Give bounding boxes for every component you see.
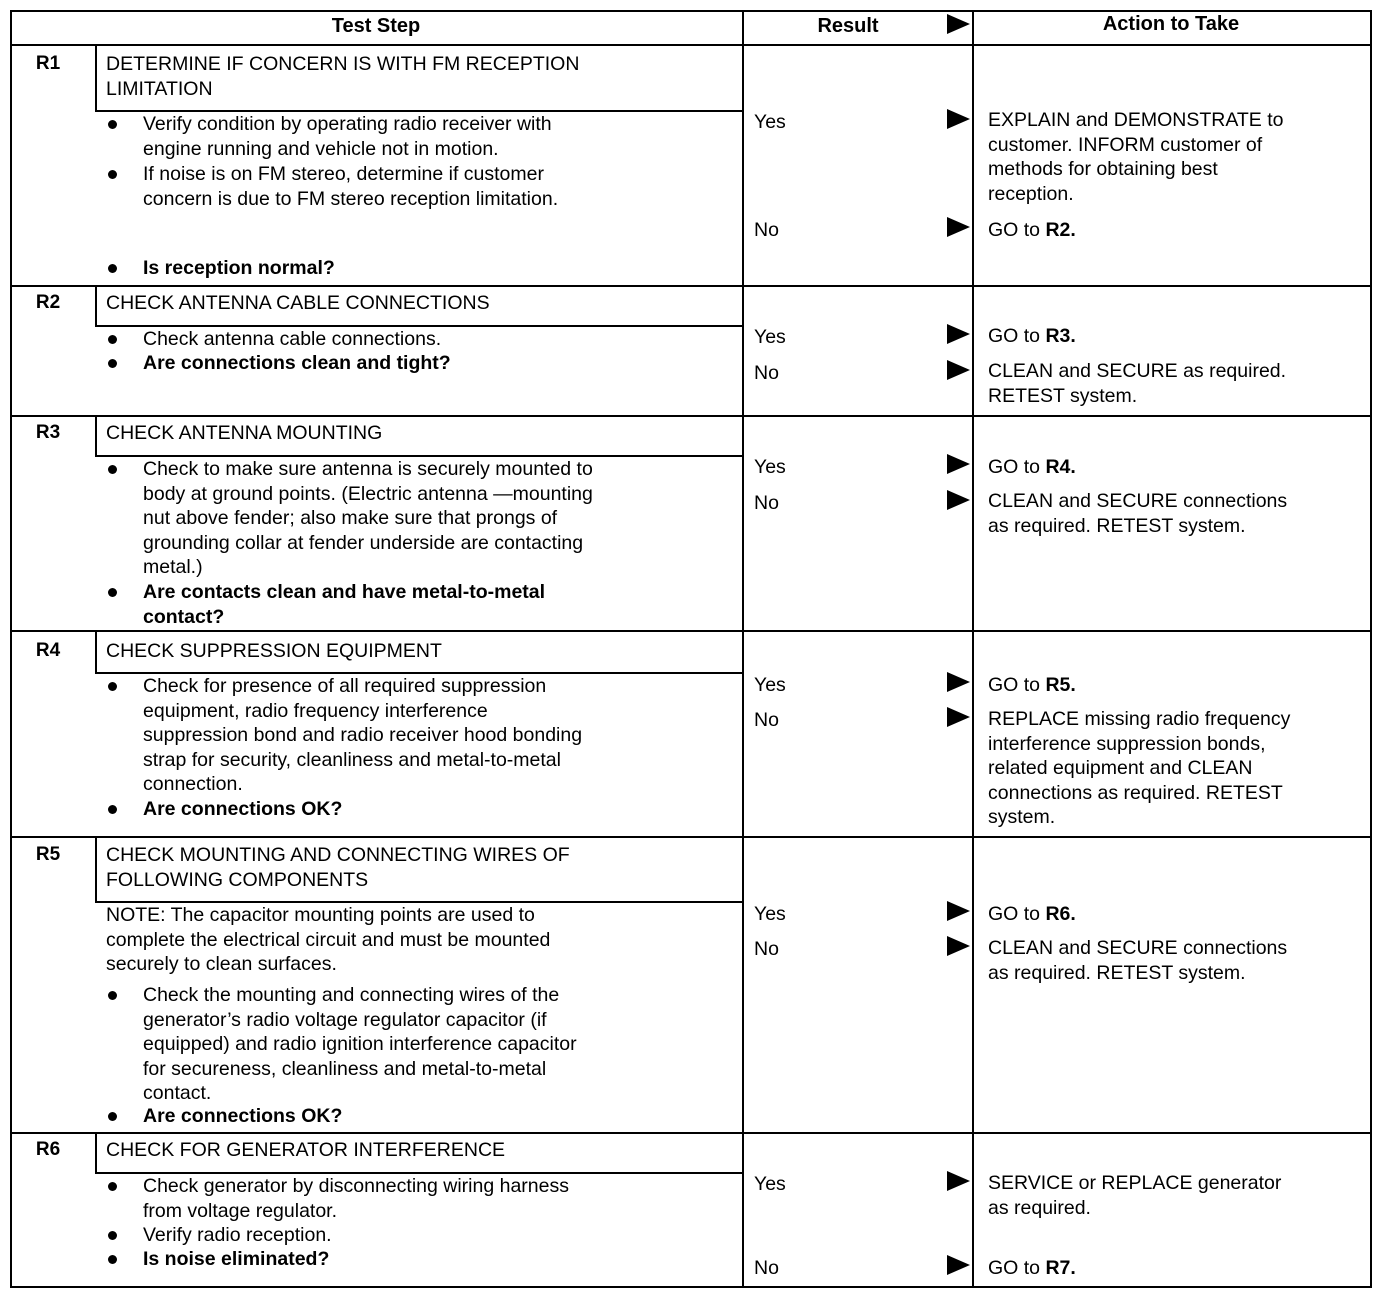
action-segment: GO to bbox=[988, 1257, 1046, 1279]
action-text bbox=[988, 157, 1218, 182]
step-instruction: suppression bond and radio receiver hood bonding bbox=[143, 724, 583, 746]
rule-line bbox=[10, 1286, 1372, 1288]
step-instruction: strap for security, cleanliness and metal-to-metal bbox=[143, 748, 561, 771]
bullet-icon bbox=[108, 682, 117, 691]
action-text bbox=[988, 359, 1286, 384]
result-yes: Yes bbox=[754, 456, 786, 478]
action-text bbox=[988, 133, 1262, 158]
rule-line bbox=[10, 285, 1372, 287]
action-text bbox=[988, 756, 1253, 781]
rule-line bbox=[742, 10, 744, 1286]
header-action: Action to Take bbox=[1102, 13, 1240, 35]
step-id: R4 bbox=[35, 640, 61, 661]
header-test-step: Test Step bbox=[331, 15, 421, 37]
action-text bbox=[988, 673, 1076, 698]
step-instruction: Check generator by disconnecting wiring harness bbox=[143, 1175, 569, 1197]
result-yes: Yes bbox=[754, 111, 786, 133]
action-segment: methods for obtaining best bbox=[988, 158, 1218, 180]
bullet-icon bbox=[108, 805, 117, 814]
bullet-icon bbox=[108, 991, 117, 1000]
bullet-icon bbox=[108, 335, 117, 344]
step-title: FOLLOWING COMPONENTS bbox=[106, 868, 369, 891]
action-segment: GO to bbox=[988, 903, 1046, 925]
action-segment: EXPLAIN and DEMONSTRATE to bbox=[988, 109, 1284, 131]
result-yes: Yes bbox=[754, 326, 786, 348]
bullet-icon bbox=[108, 465, 117, 474]
result-yes: Yes bbox=[754, 903, 786, 925]
step-question: Are contacts clean and have metal-to-metal bbox=[143, 581, 546, 603]
step-question: Are connections OK? bbox=[143, 1105, 343, 1127]
rule-line bbox=[95, 285, 97, 325]
bullet-icon bbox=[108, 588, 117, 597]
header-arrow-icon bbox=[947, 14, 970, 34]
step-id: R3 bbox=[35, 422, 61, 443]
action-segment: REPLACE missing radio frequency bbox=[988, 708, 1291, 730]
action-segment: RETEST system. bbox=[988, 384, 1138, 407]
step-reference: R2. bbox=[1045, 219, 1076, 241]
bullet-icon bbox=[108, 120, 117, 129]
step-instruction: engine running and vehicle not in motion. bbox=[143, 137, 499, 160]
action-text bbox=[988, 805, 1055, 830]
arrow-right-icon bbox=[947, 901, 970, 921]
action-text bbox=[988, 902, 1076, 927]
rule-line bbox=[95, 836, 97, 901]
step-instruction: for secureness, cleanliness and metal-to-metal bbox=[143, 1057, 547, 1080]
step-instruction: equipped) and radio ignition interference capacitor bbox=[143, 1033, 577, 1055]
rule-line bbox=[10, 1132, 1372, 1134]
result-no: No bbox=[754, 219, 779, 241]
step-title: CHECK MOUNTING AND CONNECTING WIRES OF bbox=[106, 844, 570, 866]
bullet-icon bbox=[108, 264, 117, 273]
bullet-icon bbox=[108, 170, 117, 179]
header-result: Result bbox=[817, 15, 879, 37]
step-instruction: If noise is on FM stereo, determine if customer bbox=[143, 163, 544, 185]
bullet-icon bbox=[108, 359, 117, 368]
step-instruction: Verify condition by operating radio receiver with bbox=[143, 113, 552, 135]
bullet-icon bbox=[108, 1112, 117, 1121]
action-text bbox=[988, 1171, 1281, 1196]
step-reference: R3. bbox=[1045, 325, 1076, 347]
rule-line bbox=[10, 415, 1372, 417]
result-no: No bbox=[754, 1257, 779, 1279]
action-segment: GO to bbox=[988, 219, 1046, 241]
step-reference: R6. bbox=[1045, 903, 1076, 925]
action-text bbox=[988, 732, 1266, 757]
action-segment: as required. RETEST system. bbox=[988, 961, 1246, 984]
step-title: CHECK ANTENNA CABLE CONNECTIONS bbox=[106, 292, 490, 314]
result-no: No bbox=[754, 492, 779, 514]
action-segment: GO to bbox=[988, 674, 1046, 696]
step-id: R1 bbox=[35, 53, 61, 74]
action-text bbox=[988, 961, 1246, 986]
action-text bbox=[988, 781, 1283, 806]
step-note: complete the electrical circuit and must be mounted bbox=[106, 928, 551, 951]
step-instruction: generator’s radio voltage regulator capacitor (if bbox=[143, 1008, 547, 1031]
action-text bbox=[988, 384, 1137, 409]
action-segment: customer. INFORM customer of bbox=[988, 133, 1263, 156]
step-question: Are connections OK? bbox=[143, 798, 343, 820]
action-text bbox=[988, 489, 1287, 514]
action-segment: interference suppression bonds, bbox=[988, 732, 1266, 755]
step-title: CHECK SUPPRESSION EQUIPMENT bbox=[106, 640, 442, 662]
action-text bbox=[988, 514, 1246, 539]
arrow-right-icon bbox=[947, 360, 970, 380]
step-instruction: concern is due to FM stereo reception limitation. bbox=[143, 187, 559, 210]
result-yes: Yes bbox=[754, 1173, 786, 1195]
arrow-right-icon bbox=[947, 936, 970, 956]
rule-line bbox=[95, 415, 97, 455]
action-segment: as required. RETEST system. bbox=[988, 514, 1246, 537]
action-segment: connections as required. RETEST bbox=[988, 781, 1283, 804]
rule-line bbox=[10, 10, 1372, 12]
step-instruction: Check the mounting and connecting wires of the bbox=[143, 984, 560, 1006]
step-note: securely to clean surfaces. bbox=[106, 953, 337, 975]
step-id: R5 bbox=[35, 844, 61, 865]
rule-line bbox=[10, 10, 12, 1288]
step-instruction: equipment, radio frequency interference bbox=[143, 699, 488, 722]
step-question: contact? bbox=[143, 605, 225, 628]
rule-line bbox=[10, 44, 1372, 46]
step-instruction: metal.) bbox=[143, 556, 203, 578]
step-title: LIMITATION bbox=[106, 77, 213, 100]
result-no: No bbox=[754, 362, 779, 384]
action-segment: reception. bbox=[988, 182, 1074, 205]
bullet-icon bbox=[108, 1182, 117, 1191]
action-segment: CLEAN and SECURE connections bbox=[988, 490, 1288, 512]
action-segment: system. bbox=[988, 806, 1056, 828]
rule-line bbox=[1370, 10, 1372, 1288]
step-question: Is reception normal? bbox=[143, 257, 335, 279]
step-title: CHECK FOR GENERATOR INTERFERENCE bbox=[106, 1139, 506, 1161]
arrow-right-icon bbox=[947, 109, 970, 129]
rule-line bbox=[10, 836, 1372, 838]
step-question: Are connections clean and tight? bbox=[143, 352, 451, 374]
action-segment: related equipment and CLEAN bbox=[988, 757, 1253, 779]
step-instruction: connection. bbox=[143, 773, 243, 795]
rule-line bbox=[95, 630, 97, 672]
step-instruction: grounding collar at fender underside are contacting bbox=[143, 531, 584, 554]
arrow-right-icon bbox=[947, 217, 970, 237]
action-segment: as required. bbox=[988, 1196, 1091, 1219]
step-question: Is noise eliminated? bbox=[143, 1248, 330, 1270]
step-instruction: Verify radio reception. bbox=[143, 1224, 332, 1246]
step-title: DETERMINE IF CONCERN IS WITH FM RECEPTION bbox=[106, 53, 580, 75]
result-no: No bbox=[754, 938, 779, 960]
step-instruction: from voltage regulator. bbox=[143, 1199, 338, 1222]
rule-line bbox=[95, 44, 97, 110]
action-segment: GO to bbox=[988, 325, 1046, 347]
arrow-right-icon bbox=[947, 324, 970, 344]
arrow-right-icon bbox=[947, 454, 970, 474]
step-instruction: contact. bbox=[143, 1082, 212, 1104]
action-text bbox=[988, 707, 1290, 732]
step-reference: R7. bbox=[1045, 1257, 1076, 1279]
step-instruction: Check to make sure antenna is securely mounted to bbox=[143, 458, 593, 480]
step-id: R6 bbox=[35, 1139, 61, 1160]
action-text bbox=[988, 936, 1287, 961]
step-instruction: nut above fender; also make sure that prongs of bbox=[143, 507, 558, 529]
action-text bbox=[988, 218, 1076, 243]
action-text bbox=[988, 1256, 1076, 1281]
action-segment: CLEAN and SECURE as required. bbox=[988, 360, 1287, 382]
step-instruction: body at ground points. (Electric antenna —mounting bbox=[143, 482, 593, 505]
step-instruction: Check antenna cable connections. bbox=[143, 328, 442, 350]
result-no: No bbox=[754, 709, 779, 731]
action-segment: SERVICE or REPLACE generator bbox=[988, 1172, 1282, 1194]
result-yes: Yes bbox=[754, 674, 786, 696]
action-text bbox=[988, 108, 1283, 133]
step-id: R2 bbox=[35, 292, 61, 313]
step-note: NOTE: The capacitor mounting points are used to bbox=[106, 904, 535, 926]
step-title: CHECK ANTENNA MOUNTING bbox=[106, 422, 383, 444]
arrow-right-icon bbox=[947, 490, 970, 510]
action-segment: GO to bbox=[988, 456, 1046, 478]
action-text bbox=[988, 1196, 1091, 1221]
action-segment: CLEAN and SECURE connections bbox=[988, 937, 1288, 959]
action-text bbox=[988, 182, 1074, 207]
arrow-right-icon bbox=[947, 707, 970, 727]
step-reference: R5. bbox=[1045, 674, 1076, 696]
action-text bbox=[988, 324, 1076, 349]
rule-line bbox=[972, 10, 974, 1286]
rule-line bbox=[10, 630, 1372, 632]
bullet-icon bbox=[108, 1231, 117, 1240]
arrow-right-icon bbox=[947, 1171, 970, 1191]
step-reference: R4. bbox=[1045, 456, 1076, 478]
action-text bbox=[988, 455, 1076, 480]
rule-line bbox=[95, 1132, 97, 1172]
bullet-icon bbox=[108, 1255, 117, 1264]
arrow-right-icon bbox=[947, 672, 970, 692]
step-instruction: Check for presence of all required suppression bbox=[143, 675, 547, 697]
arrow-right-icon bbox=[947, 1255, 970, 1275]
